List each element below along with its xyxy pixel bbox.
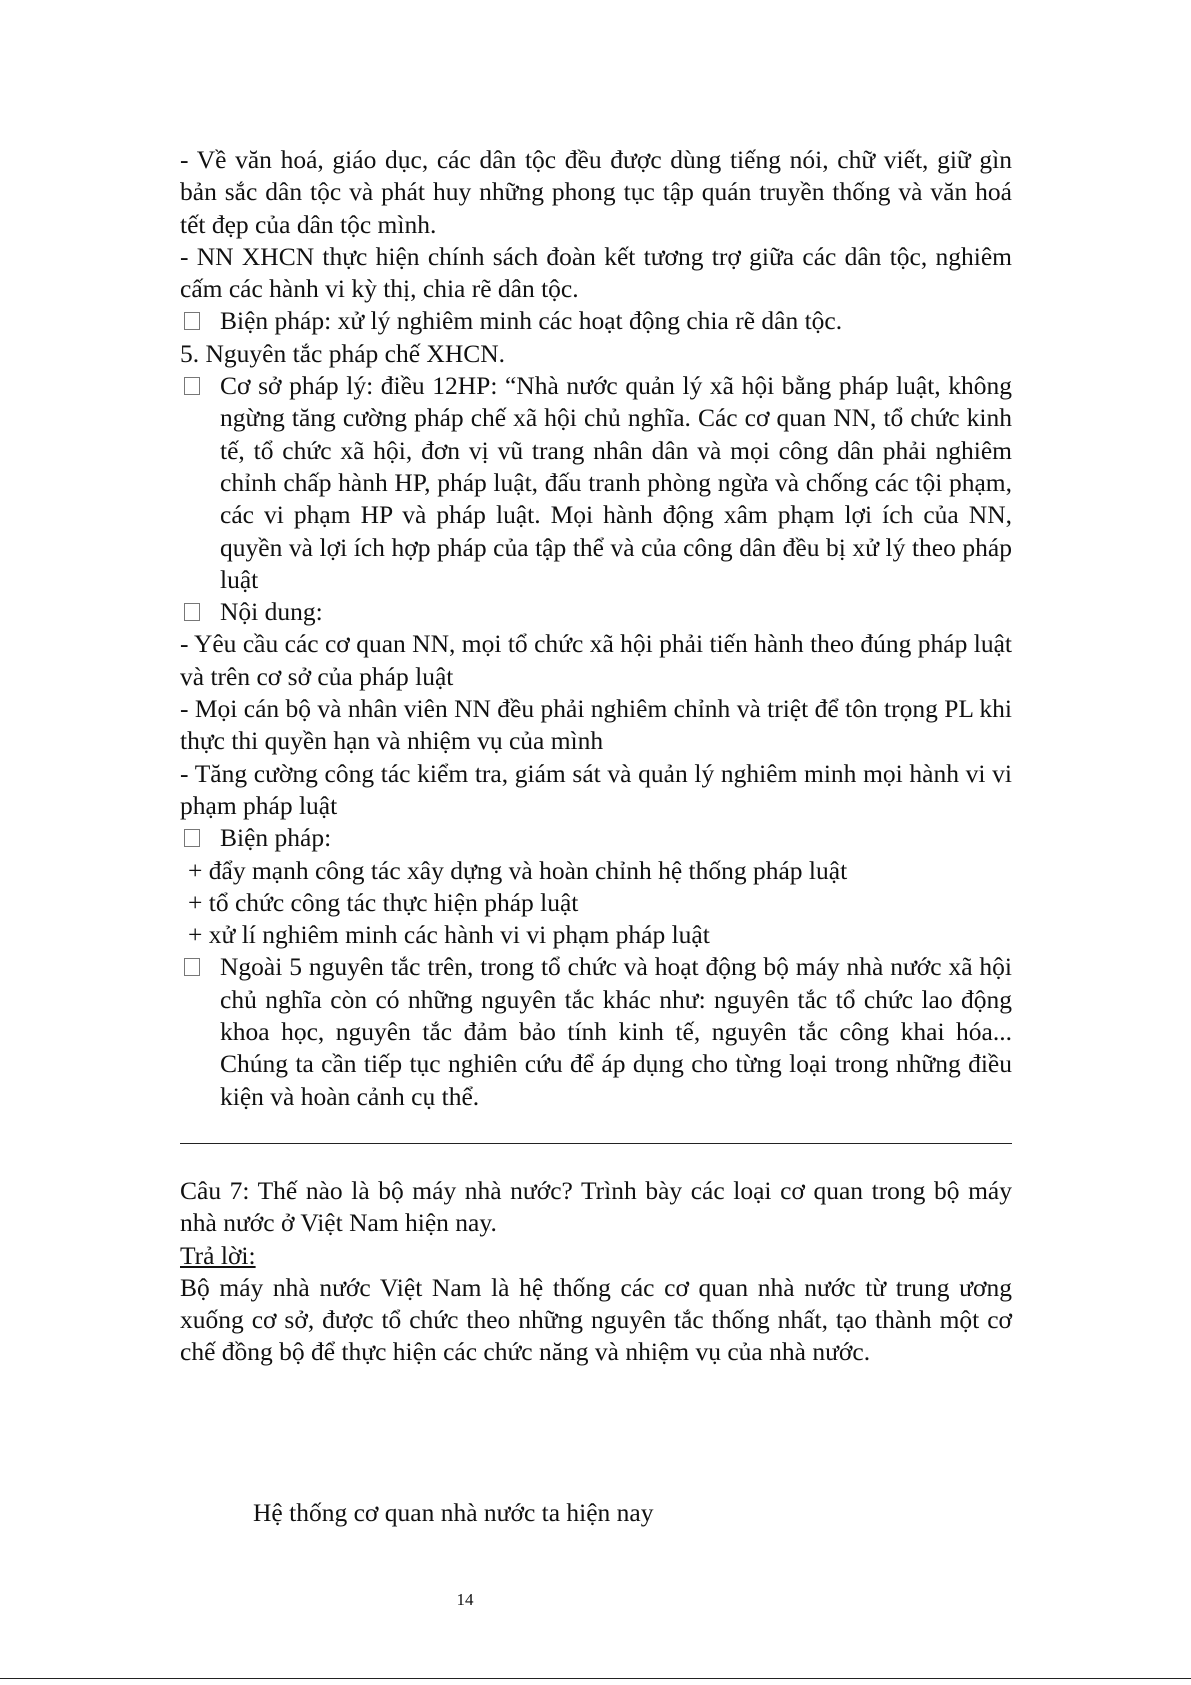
heading-principle-5: 5. Nguyên tắc pháp chế XHCN. xyxy=(180,338,506,368)
bullet-box-icon xyxy=(184,829,200,847)
paragraph-culture: - Về văn hoá, giáo dục, các dân tộc đều được dùng tiếng nói, chữ viết, giữ gìn bản sắc dân tộc và phát huy những phong tục tập quán truyền thống và văn hoá tết đẹp của dân tộc mình. xyxy=(180,145,1012,239)
question-section xyxy=(180,1175,1012,1369)
paragraph-solidarity: - NN XHCN thực hiện chính sách đoàn kết tương trợ giữa các dân tộc, nghiêm cấm các hành vi kỳ thị, chia rẽ dân tộc. xyxy=(180,241,1012,304)
sub-item-3: + xử lí nghiêm minh các hành vi vi phạm pháp luật xyxy=(188,920,710,950)
question-7: Câu 7: Thế nào là bộ máy nhà nước? Trình bày các loại cơ quan trong bộ máy nhà nước ở Việt Nam hiện nay. xyxy=(180,1176,1012,1238)
answer-label: Trả lời: xyxy=(180,1240,256,1270)
paragraph-requirement: - Yêu cầu các cơ quan NN, mọi tổ chức xã hội phải tiến hành theo đúng pháp luật và trên cơ sở của pháp luật xyxy=(180,629,1012,691)
bullet-box-icon xyxy=(184,312,200,330)
page-bottom-border xyxy=(0,1678,1191,1679)
bullet-box-icon xyxy=(184,377,200,395)
horizontal-divider xyxy=(180,1143,1012,1144)
sub-item-2: + tổ chức công tác thực hiện pháp luật xyxy=(188,887,579,917)
sub-item-1: + đẩy mạnh công tác xây dựng và hoàn chỉnh hệ thống pháp luật xyxy=(188,855,848,885)
document-body xyxy=(180,144,1012,1113)
paragraph-officials: - Mọi cán bộ và nhân viên NN đều phải nghiêm chỉnh và triệt để tôn trọng PL khi thực thi quyền hạn và nhiệm vụ của mình xyxy=(180,694,1012,756)
system-heading: Hệ thống cơ quan nhà nước ta hiện nay xyxy=(253,1498,654,1527)
paragraph-inspection: - Tăng cường công tác kiểm tra, giám sát và quản lý nghiêm minh mọi hành vi vi phạm pháp luật xyxy=(180,758,1012,820)
page-number: 14 xyxy=(456,1590,474,1609)
bullet-box-icon xyxy=(184,958,200,976)
bullet-content: Nội dung: xyxy=(180,596,1012,628)
bullet-measure-1: Biện pháp: xử lý nghiêm minh các hoạt động chia rẽ dân tộc. xyxy=(180,305,1012,337)
bullet-other-principles: Ngoài 5 nguyên tắc trên, trong tổ chức và hoạt động bộ máy nhà nước xã hội chủ nghĩa còn có những nguyên tắc khác như: nguyên tắc tổ chức lao động khoa học, nguyên tắc đảm bảo tính kinh tế, nguyên tắc công khai hóa... Chúng ta cần tiếp tục nghiên cứu để áp dụng cho từng loại trong những điều kiện và hoàn cảnh cụ thể. xyxy=(180,951,1012,1112)
bullet-measures: Biện pháp: xyxy=(180,822,1012,854)
bullet-box-icon xyxy=(184,603,200,621)
answer-text: Bộ máy nhà nước Việt Nam là hệ thống các cơ quan nhà nước từ trung ương xuống cơ sở, được tổ chức theo những nguyên tắc thống nhất, tạo thành một cơ chế đồng bộ để thực hiện các chức năng và nhiệm vụ của nhà nước. xyxy=(180,1272,1012,1367)
bullet-legal-basis: Cơ sở pháp lý: điều 12HP: “Nhà nước quản lý xã hội bằng pháp luật, không ngừng tăng cường pháp chế xã hội chủ nghĩa. Các cơ quan NN, tổ chức kinh tế, tổ chức xã hội, đơn vị vũ trang nhân dân và mọi công dân phải nghiêm chỉnh chấp hành HP, pháp luật, đấu tranh phòng ngừa và chống các tội phạm, các vi phạm HP và pháp luật. Mọi hành động xâm phạm lợi ích của NN, quyền và lợi ích hợp pháp của tập thể và của công dân đều bị xử lý theo pháp luật xyxy=(180,370,1012,596)
